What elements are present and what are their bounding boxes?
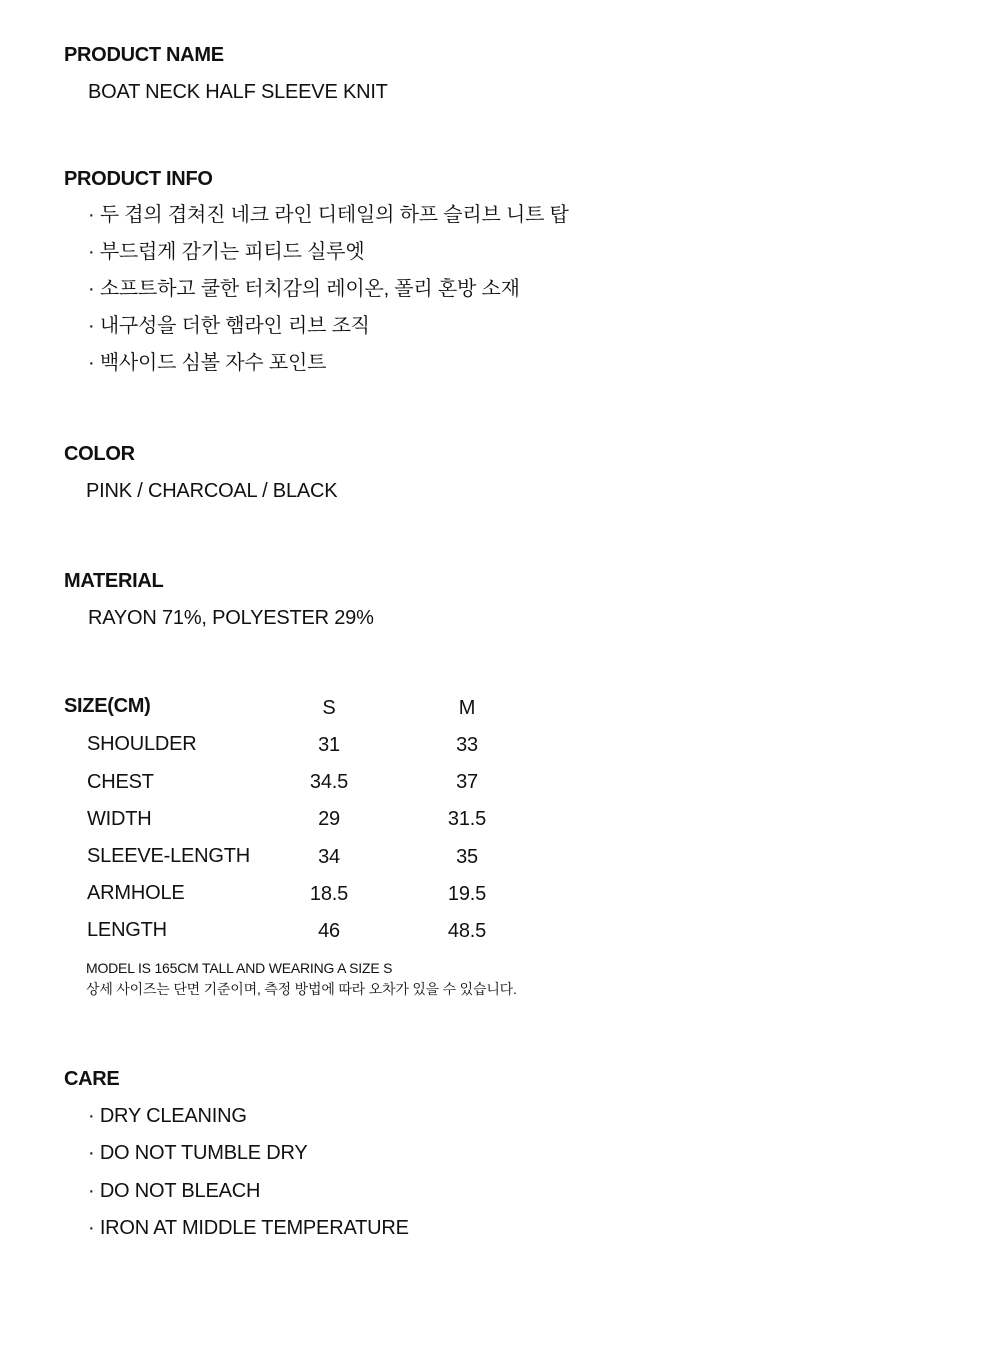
size-cell: 35 — [456, 846, 478, 868]
color-value: PINK / CHARCOAL / BLACK — [86, 480, 338, 502]
size-cell: 46 — [318, 920, 340, 942]
care-item: · DRY CLEANING — [88, 1105, 247, 1127]
product-info-item: · 내구성을 더한 햄라인 리브 조직 — [88, 315, 370, 337]
size-cell: 34.5 — [309, 771, 349, 793]
material-value: RAYON 71%, POLYESTER 29% — [88, 607, 374, 629]
size-cell: 19.5 — [447, 883, 487, 905]
care-item: · DO NOT TUMBLE DRY — [88, 1142, 308, 1164]
measurement-note: 상세 사이즈는 단면 기준이며, 측정 방법에 따라 오차가 있을 수 있습니다. — [86, 981, 517, 997]
size-heading: SIZE(CM) — [64, 695, 151, 717]
model-size-note: MODEL IS 165CM TALL AND WEARING A SIZE S — [86, 960, 393, 976]
color-heading: COLOR — [64, 443, 135, 465]
size-cell: 37 — [456, 771, 478, 793]
care-item: · DO NOT BLEACH — [88, 1180, 261, 1202]
size-cell: 33 — [456, 734, 478, 756]
size-row-label: SHOULDER — [87, 733, 197, 755]
product-name-value: BOAT NECK HALF SLEEVE KNIT — [88, 81, 388, 103]
size-row-label: LENGTH — [87, 919, 167, 941]
size-row-label: CHEST — [87, 771, 154, 793]
material-heading: MATERIAL — [64, 570, 164, 592]
size-cell: 34 — [318, 846, 340, 868]
size-cell: 31.5 — [447, 808, 487, 830]
size-row-label: ARMHOLE — [87, 882, 185, 904]
care-item: · IRON AT MIDDLE TEMPERATURE — [88, 1217, 409, 1239]
size-cell: 31 — [318, 734, 340, 756]
product-info-item: · 소프트하고 쿨한 터치감의 레이온, 폴리 혼방 소재 — [88, 278, 520, 300]
product-name-heading: PRODUCT NAME — [64, 44, 224, 66]
size-row-label: WIDTH — [87, 808, 152, 830]
product-info-item: · 부드럽게 감기는 피티드 실루엣 — [88, 241, 365, 263]
product-info-item: · 백사이드 심볼 자수 포인트 — [88, 352, 327, 374]
size-row-label: SLEEVE-LENGTH — [87, 845, 251, 867]
size-column-header: M — [458, 697, 476, 719]
product-info-heading: PRODUCT INFO — [64, 168, 213, 190]
size-cell: 29 — [318, 808, 340, 830]
size-column-header: S — [322, 697, 336, 719]
product-info-item: · 두 겹의 겹쳐진 네크 라인 디테일의 하프 슬리브 니트 탑 — [88, 204, 569, 226]
size-cell: 18.5 — [309, 883, 349, 905]
size-cell: 48.5 — [447, 920, 487, 942]
care-heading: CARE — [64, 1068, 120, 1090]
